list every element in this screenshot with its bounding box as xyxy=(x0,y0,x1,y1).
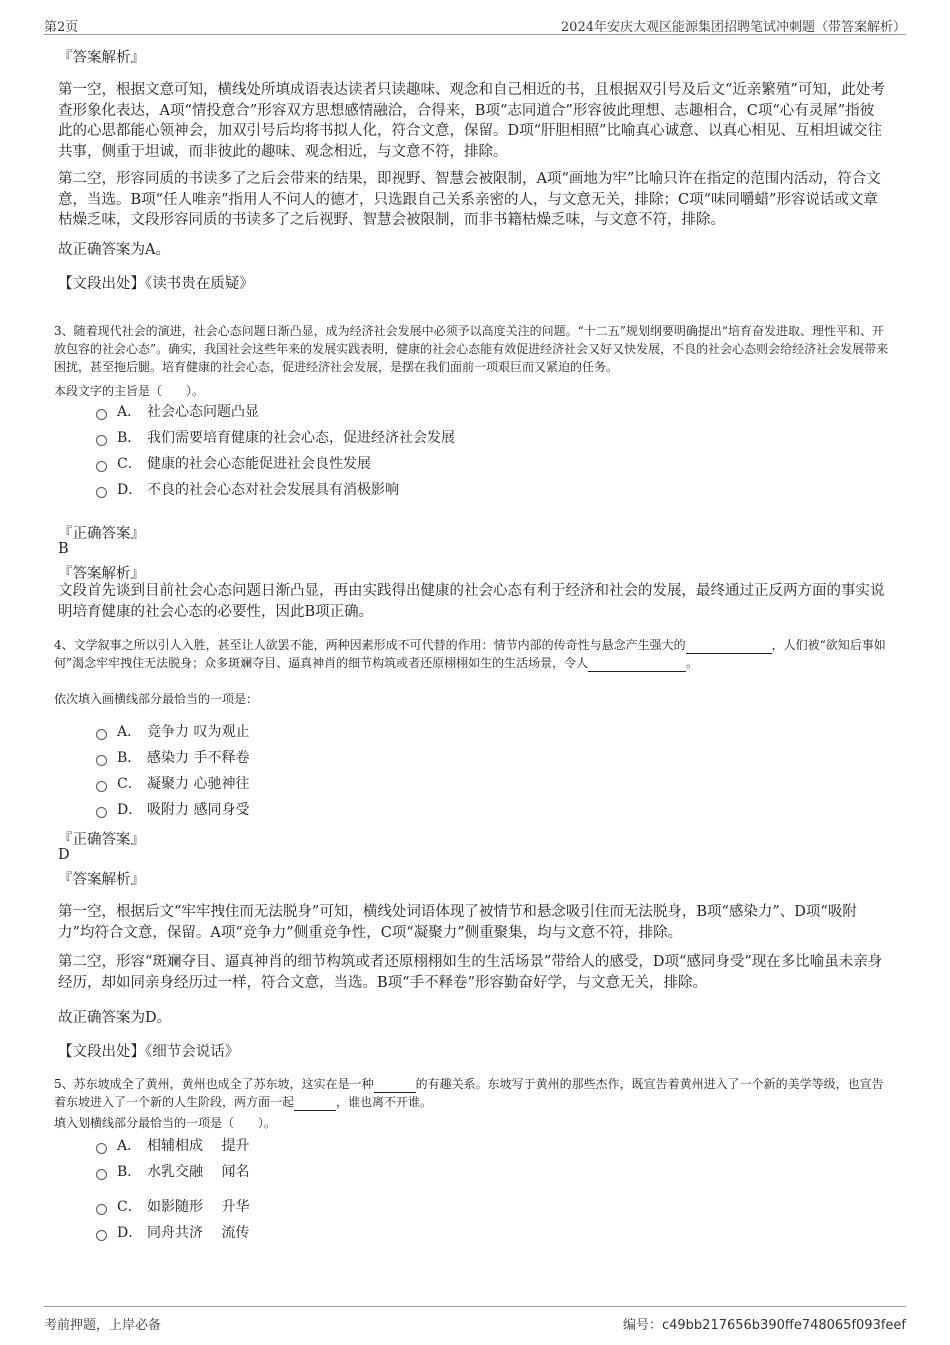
q5-blank-1 xyxy=(374,1078,416,1093)
radio-icon[interactable] xyxy=(96,409,107,420)
q4-source: 【文段出处】《细节会说话》 xyxy=(58,1044,240,1060)
q4-option-b[interactable]: B． 感染力 手不释卷 xyxy=(96,747,249,769)
q2-source: 【文段出处】《读书贵在质疑》 xyxy=(58,276,254,292)
footer-slogan: 考前押题，上岸必备 xyxy=(44,1318,162,1333)
q4-blank-1 xyxy=(686,639,772,654)
radio-icon[interactable] xyxy=(96,487,107,498)
page-number: 第2页 xyxy=(44,20,79,35)
q2-conclusion: 故正确答案为A。 xyxy=(58,242,170,258)
q5-option-a[interactable]: A． 相辅相成 提升 xyxy=(96,1135,249,1157)
q3-analysis: 文段首先谈到目前社会心态问题日渐凸显，再由实践得出健康的社会心态有利于经济和社会的发展，最终通过正反两方面的事实说明培育健康的社会心态的必要性，因此B项正确。 xyxy=(58,583,885,620)
q5-option-d[interactable]: D． 同舟共济 流传 xyxy=(96,1222,249,1244)
q5-question: 填入划横线部分最恰当的一项是（ ）。 xyxy=(54,1116,277,1130)
q5-option-b[interactable]: B． 水乳交融 闻名 xyxy=(96,1161,249,1183)
q4-analysis-label: 『答案解析』 xyxy=(58,872,145,888)
q3-answer-label: 『正确答案』 xyxy=(58,526,145,542)
q3-question: 本段文字的主旨是（ ）。 xyxy=(54,384,205,398)
q3-stem: 3、随着现代社会的演进，社会心态问题日渐凸显，成为经济社会发展中必须予以高度关注的问题。“十二五”规划纲要明确提出“培育奋发进取、理性平和、开放包容的社会心态”。确实，我国社会这些年来的发展实践表明，健康的社会心态能有效促进经济社会又好又快发展，不良的社会心态则会给经济社会发展带来困扰，甚至拖后腿。培育健康的社会心态，促进经济社会发展，是摆在我们面前一项艰巨而又紧迫的任务。 xyxy=(54,324,889,374)
q2-analysis-p1: 第一空，根据文意可知，横线处所填成语表达读者只读趣味、观念和自己相近的书，且根据双引号及后文“近亲繁殖”可知，此处考查形象化表达，A项“情投意合”形容双方思想感情融洽，合得来，B项“志同道合”形容彼此理想、志趣相合，C项“心有灵犀”指彼此的心思都能心领神会，加双引号后均将书拟人化，符合文意，保留。D项“肝胆相照”比喻真心诚意、以真心相见、互相坦诚交往共事，侧重于坦诚，而非彼此的趣味、观念相近，与文意不符，排除。 xyxy=(58,82,885,160)
page-footer xyxy=(44,1306,906,1335)
q4-analysis-p2: 第二空，形容“斑斓夺目、逼真神肖的细节构筑或者还原栩栩如生的生活场景”带给人的感受，D项“感同身受”现在多比喻虽未亲身经历，却如同亲身经历过一样，符合文意，当选。B项“手不释卷”形容勤奋好学，与文意无关，排除。 xyxy=(58,954,883,991)
q5-blank-2 xyxy=(294,1096,336,1111)
q3-option-c[interactable]: C． 健康的社会心态能促进社会良性发展 xyxy=(96,453,371,475)
q4-conclusion: 故正确答案为D。 xyxy=(58,1010,172,1026)
document-title: 2024年安庆大观区能源集团招聘笔试冲刺题（带答案解析） xyxy=(560,20,906,35)
q4-answer-label: 『正确答案』 xyxy=(58,832,145,848)
q4-answer: D xyxy=(58,847,70,863)
radio-icon[interactable] xyxy=(96,1204,107,1215)
radio-icon[interactable] xyxy=(96,781,107,792)
q4-stem: 4、文学叙事之所以引人入胜，甚至让人欲罢不能，两种因素形成不可代替的作用：情节内部的传奇性与悬念产生强大的 ，人们被“欲知后事如何”渴念牢牢拽住无法脱身；众多斑斓夺目、逼真神肖的细节构筑或者还原栩栩如生的生活场景，令人 。 xyxy=(54,638,886,670)
radio-icon[interactable] xyxy=(96,755,107,766)
q5-stem: 5、苏东坡成全了黄州，黄州也成全了苏东坡，这实在是一种 的有趣关系。东坡写于黄州的那些杰作，既宣告着黄州进入了一个新的美学等级，也宣告着东坡进入了一个新的人生阶段，两方面一起 ，谁也离不开谁。 xyxy=(54,1077,884,1109)
radio-icon[interactable] xyxy=(96,1169,107,1180)
document-code: 编号：c49bb217656b390ffe748065f093feef xyxy=(622,1318,906,1333)
radio-icon[interactable] xyxy=(96,1230,107,1241)
q4-option-d[interactable]: D． 吸附力 感同身受 xyxy=(96,799,249,821)
q3-option-a[interactable]: A． 社会心态问题凸显 xyxy=(96,401,259,423)
radio-icon[interactable] xyxy=(96,807,107,818)
q5-option-c[interactable]: C． 如影随形 升华 xyxy=(96,1196,249,1218)
radio-icon[interactable] xyxy=(96,729,107,740)
q3-option-b[interactable]: B． 我们需要培育健康的社会心态，促进经济社会发展 xyxy=(96,427,455,449)
q4-option-c[interactable]: C． 凝聚力 心驰神往 xyxy=(96,773,249,795)
q4-blank-2 xyxy=(588,657,686,672)
q2-analysis-label: 『答案解析』 xyxy=(58,50,145,66)
radio-icon[interactable] xyxy=(96,435,107,446)
q2-analysis-p2: 第二空，形容同质的书读多了之后会带来的结果，即视野、智慧会被限制，A项“画地为牢”比喻只许在指定的范围内活动，符合文意，当选。B项“任人唯亲”指用人不问人的德才，只选跟自己关系亲密的人，与文意无关，排除；C项“味同嚼蜡”形容说话或文章枯燥乏味，文段形容同质的书读多了之后视野、智慧会被限制，而非书籍枯燥乏味，与文意不符，排除。 xyxy=(58,171,881,228)
radio-icon[interactable] xyxy=(96,461,107,472)
q3-analysis-label: 『答案解析』 xyxy=(58,566,145,582)
q3-answer: B xyxy=(58,541,69,557)
page-header xyxy=(44,10,906,35)
q4-analysis-p1: 第一空，根据后文“牢牢拽住而无法脱身”可知，横线处词语体现了被情节和悬念吸引住而无法脱身，B项“感染力”、D项“吸附力”均符合文意，保留。A项“竞争力”侧重竞争性，C项“凝聚力”侧重聚集，均与文意不符，排除。 xyxy=(58,904,857,941)
q3-option-d[interactable]: D． 不良的社会心态对社会发展具有消极影响 xyxy=(96,479,399,501)
q4-option-a[interactable]: A． 竞争力 叹为观止 xyxy=(96,721,249,743)
q4-question: 依次填入画横线部分最恰当的一项是： xyxy=(54,692,259,706)
radio-icon[interactable] xyxy=(96,1143,107,1154)
